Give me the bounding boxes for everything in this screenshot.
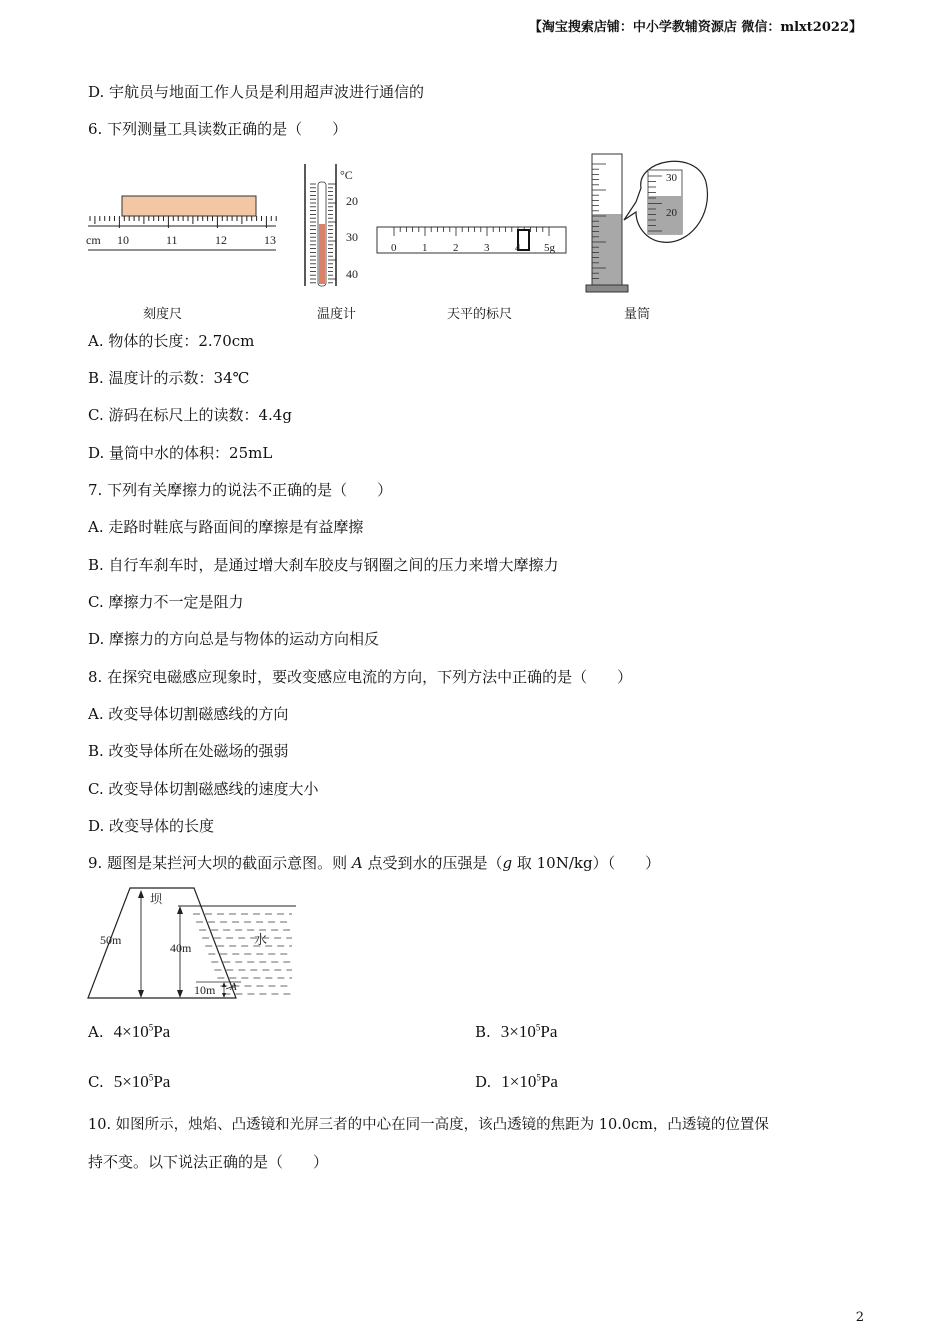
q10-stem-line2: 持不变。以下说法正确的是（ ） xyxy=(88,1153,329,1171)
ruler-tick-11: 11 xyxy=(166,233,178,247)
ruler-tick-13: 13 xyxy=(264,233,276,247)
q9-option-a: A. $4\times 10^5Pa$ xyxy=(88,1022,171,1041)
thermometer-tick-20: 20 xyxy=(346,194,358,208)
ruler-tick-10: 10 xyxy=(117,233,129,247)
height-40m: 40m xyxy=(170,941,192,955)
thermometer-liquid xyxy=(319,224,325,284)
q7-stem: 7. 下列有关摩擦力的说法不正确的是（ ） xyxy=(88,481,393,499)
q6-stem: 6. 下列测量工具读数正确的是（ ） xyxy=(88,120,348,138)
balance-tick-0: 0 xyxy=(391,242,397,254)
caption-ruler: 刻度尺 xyxy=(143,307,183,322)
balance-tick-3: 3 xyxy=(484,242,490,254)
graduated-cylinder-figure xyxy=(584,150,714,300)
q7-option-b: B. 自行车刹车时，是通过增大刹车胶皮与钢圈之间的压力来增大摩擦力 xyxy=(88,556,559,574)
balance-tick-5g: 5g xyxy=(544,242,555,254)
point-a-label: A xyxy=(230,981,237,993)
q6-option-b: B. 温度计的示数：34℃ xyxy=(88,369,250,387)
q6-option-d: D. 量筒中水的体积：25mL xyxy=(88,444,273,462)
thermometer-tick-30: 30 xyxy=(346,230,358,244)
ruler-figure xyxy=(86,190,286,260)
magnifier-tick-30: 30 xyxy=(666,172,677,184)
height-10m: 10m xyxy=(194,983,216,997)
q7-option-c: C. 摩擦力不一定是阻力 xyxy=(88,593,244,611)
thermometer-unit: °C xyxy=(340,168,353,182)
dam-label: 坝 xyxy=(150,892,163,906)
balance-tick-2: 2 xyxy=(453,242,459,254)
caption-thermometer: 温度计 xyxy=(317,307,357,322)
balance-scale-figure xyxy=(376,226,571,256)
caption-balance: 天平的标尺 xyxy=(447,307,513,322)
q6-option-a: A. 物体的长度：2.70cm xyxy=(88,332,255,350)
q10-stem-line1: 10. 如图所示，烛焰、凸透镜和光屏三者的中心在同一高度，该凸透镜的焦距为 10.0cm，凸透镜的位置保 xyxy=(88,1117,769,1133)
q8-option-a: A. 改变导体切割磁感线的方向 xyxy=(88,705,289,723)
q9-option-c: C. $5\times 10^5Pa$ xyxy=(88,1072,171,1091)
q8-stem: 8. 在探究电磁感应现象时，要改变感应电流的方向，下列方法中正确的是（ ） xyxy=(88,668,633,686)
ruler-unit-label: cm xyxy=(86,233,101,247)
magnifier-tick-20: 20 xyxy=(666,207,677,219)
cylinder-water xyxy=(592,214,622,285)
q8-option-c: C. 改变导体切割磁感线的速度大小 xyxy=(88,780,319,798)
q9-option-b: B. $3\times 10^5Pa$ xyxy=(475,1022,558,1041)
q9-option-d: D. $1\times 10^5Pa$ xyxy=(475,1072,558,1091)
q8-option-b: B. 改变导体所在处磁场的强弱 xyxy=(88,742,289,760)
measured-object xyxy=(122,196,256,216)
page-header: 【淘宝搜索店铺：中小学教辅资源店 微信：mlxt2022】 xyxy=(528,20,862,35)
page-number: 2 xyxy=(855,1310,864,1325)
dam-cross-section-figure xyxy=(86,886,298,1004)
thermometer-figure xyxy=(300,162,370,290)
thermometer-tick-40: 40 xyxy=(346,267,358,281)
ruler-tick-12: 12 xyxy=(215,233,227,247)
q6-option-c: C. 游码在标尺上的读数：4.4g xyxy=(88,406,292,424)
water-label: 水 xyxy=(254,932,268,947)
height-50m: 50m xyxy=(100,933,122,947)
balance-tick-4: 4 xyxy=(515,242,521,254)
q8-option-d: D. 改变导体的长度 xyxy=(88,817,215,835)
q5-option-d: D. 宇航员与地面工作人员是利用超声波进行通信的 xyxy=(88,83,425,101)
balance-tick-1: 1 xyxy=(422,242,428,254)
caption-cylinder: 量筒 xyxy=(624,307,651,322)
q7-option-d: D. 摩擦力的方向总是与物体的运动方向相反 xyxy=(88,630,380,648)
q7-option-a: A. 走路时鞋底与路面间的摩擦是有益摩擦 xyxy=(88,518,364,536)
q9-stem: 9. 题图是某拦河大坝的截面示意图。则 A 点受到水的压强是（g 取 10N/kg）（ ） xyxy=(88,854,661,872)
